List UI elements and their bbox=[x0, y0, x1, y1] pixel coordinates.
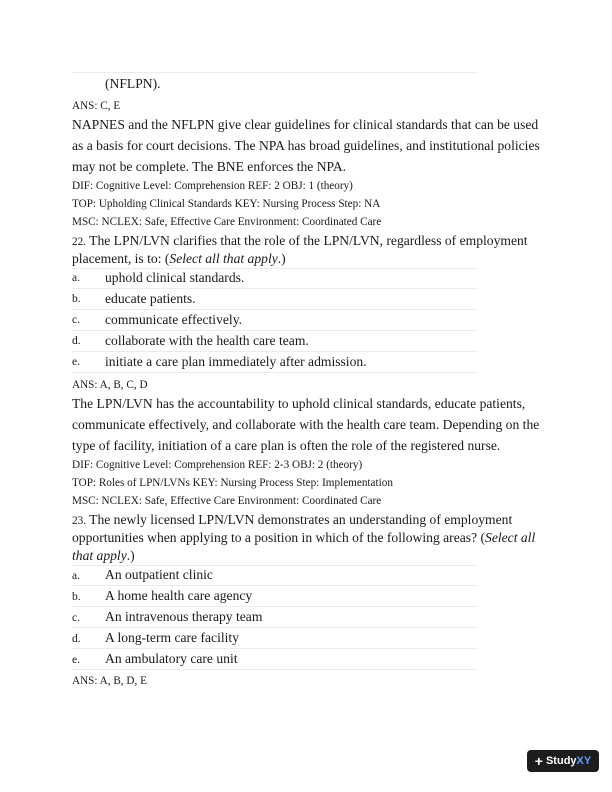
brand-main: Study bbox=[545, 755, 577, 767]
q23-option-text: A long-term care facility bbox=[105, 630, 239, 645]
q22-option-letter: e. bbox=[72, 356, 80, 368]
q22-select-all: Select all that apply bbox=[169, 251, 278, 266]
q22-stem-line2 bbox=[72, 251, 548, 267]
q21-dif: DIF: Cognitive Level: Comprehension REF: 2 OBJ: 1 (theory) bbox=[72, 180, 353, 192]
q23-stem-pre: opportunities when applying to a position in which of the following areas? ( bbox=[72, 530, 486, 545]
q23-option-letter: d. bbox=[72, 633, 81, 645]
divider bbox=[72, 648, 478, 649]
q23-option-text: An intravenous therapy team bbox=[105, 609, 263, 624]
q22-dif: DIF: Cognitive Level: Comprehension REF: 2-3 OBJ: 2 (theory) bbox=[72, 459, 363, 471]
q23-answer: ANS: A, B, D, E bbox=[72, 675, 147, 687]
q23-option-text: An ambulatory care unit bbox=[105, 651, 238, 666]
q22-option-letter: d. bbox=[72, 335, 81, 347]
divider bbox=[72, 351, 478, 352]
q22-rationale-line: The LPN/LVN has the accountability to uphold clinical standards, educate patients, bbox=[72, 396, 526, 411]
q22-rationale-line: communicate effectively, and collaborate with the health care team. Depending on the bbox=[72, 417, 540, 432]
q23-stem-line3 bbox=[72, 548, 548, 564]
divider bbox=[72, 288, 478, 289]
q22-msc: MSC: NCLEX: Safe, Effective Care Environment: Coordinated Care bbox=[72, 495, 382, 507]
q22-option-text: collaborate with the health care team. bbox=[105, 333, 309, 348]
q22-option-text: communicate effectively. bbox=[105, 312, 243, 327]
q23-option-letter: c. bbox=[72, 612, 80, 624]
q22-topic: TOP: Roles of LPN/LVNs KEY: Nursing Process Step: Implementation bbox=[72, 477, 393, 489]
brand-accent: XY bbox=[576, 755, 592, 767]
divider bbox=[72, 565, 478, 566]
q23-stem-line2 bbox=[72, 530, 548, 546]
q22-rationale-line: type of facility, initiation of a care plan is often the role of the registered nurse. bbox=[72, 438, 501, 453]
q23-option-letter: a. bbox=[72, 570, 80, 582]
q22-option-text: educate patients. bbox=[105, 291, 196, 306]
divider bbox=[72, 669, 478, 670]
q21-topic: TOP: Upholding Clinical Standards KEY: Nursing Process Step: NA bbox=[72, 198, 381, 210]
q22-answer: ANS: A, B, C, D bbox=[72, 379, 148, 391]
studyxy-watermark[interactable] bbox=[527, 750, 599, 772]
divider bbox=[72, 372, 478, 373]
q22-stem-pre: placement, is to: ( bbox=[72, 251, 170, 266]
divider bbox=[72, 309, 478, 310]
q23-that-apply: that apply bbox=[72, 548, 127, 563]
divider bbox=[72, 72, 478, 73]
q22-option-text: initiate a care plan immediately after admission. bbox=[105, 354, 367, 369]
q22-option-letter: a. bbox=[72, 272, 80, 284]
q21-answer: ANS: C, E bbox=[72, 100, 121, 112]
q23-option-text: A home health care agency bbox=[105, 588, 253, 603]
q22-option-letter: c. bbox=[72, 314, 80, 326]
q21-rationale-line: as a basis for court decisions. The NPA has broad guidelines, and institutional policies bbox=[72, 138, 540, 153]
brand-text bbox=[546, 755, 591, 767]
q23-select-all: Select all bbox=[485, 530, 536, 545]
q23-stem-text: The newly licensed LPN/LVN demonstrates an understanding of employment bbox=[89, 512, 513, 527]
divider bbox=[72, 330, 478, 331]
q23-option-letter: b. bbox=[72, 591, 81, 603]
q23-option-text: An outpatient clinic bbox=[105, 567, 213, 582]
divider bbox=[72, 585, 478, 586]
divider bbox=[72, 268, 478, 269]
q23-stem bbox=[72, 512, 548, 528]
q22-stem-text: The LPN/LVN clarifies that the role of the LPN/LVN, regardless of employment bbox=[89, 233, 528, 248]
q22-option-letter: b. bbox=[72, 293, 81, 305]
continuation-text: (NFLPN). bbox=[105, 76, 161, 91]
q23-option-letter: e. bbox=[72, 654, 80, 666]
q22-option-text: uphold clinical standards. bbox=[105, 270, 245, 285]
q22-number: 22. bbox=[72, 236, 86, 248]
plus-icon: + bbox=[534, 753, 543, 769]
q23-stem-post: .) bbox=[126, 548, 135, 563]
q22-stem bbox=[72, 233, 548, 249]
q21-rationale-line: may not be complete. The BNE enforces the NPA. bbox=[72, 159, 347, 174]
q23-number: 23. bbox=[72, 515, 86, 527]
q21-rationale-line: NAPNES and the NFLPN give clear guidelines for clinical standards that can be used bbox=[72, 117, 539, 132]
q21-msc: MSC: NCLEX: Safe, Effective Care Environment: Coordinated Care bbox=[72, 216, 382, 228]
divider bbox=[72, 606, 478, 607]
divider bbox=[72, 627, 478, 628]
q22-stem-post: .) bbox=[277, 251, 286, 266]
